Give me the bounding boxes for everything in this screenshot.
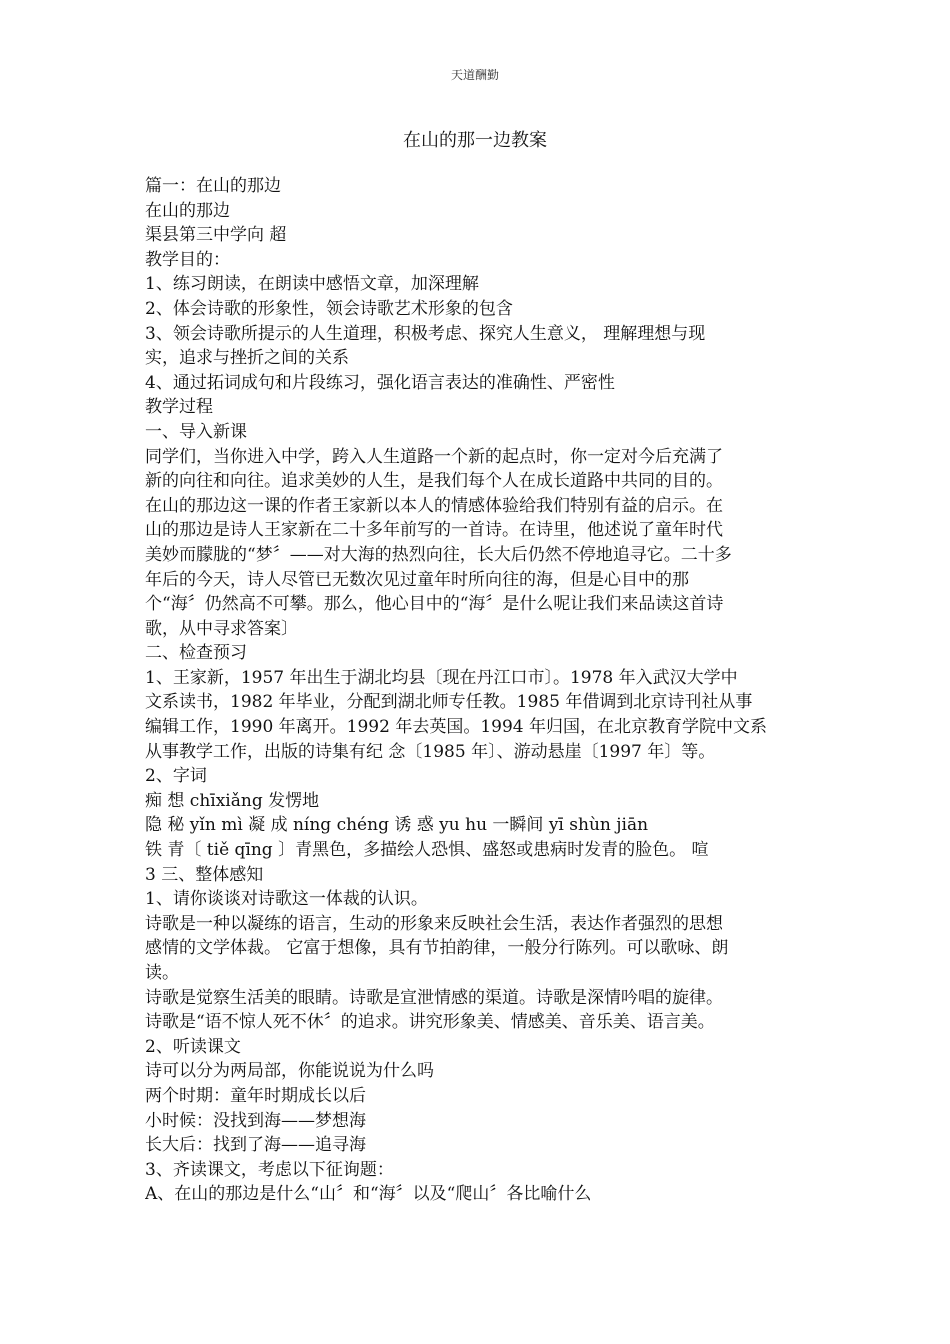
text-line: 同学们，当你进入中学，跨入人生道路一个新的起点时，你一定对今后充满了 [145,446,723,467]
text-line: 铁 青〔 tiě qīng 〕青黑色，多描绘人恐惧、盛怒或患病时发青的脸色。 喧 [145,840,709,861]
text-line: 诗歌是觉察生活美的眼睛。诗歌是宣泄情感的渠道。诗歌是深情吟唱的旋律。 [145,987,723,1008]
text-line: 读。 [145,963,179,983]
text-line: 实，追求与挫折之间的关系 [145,348,349,369]
text-line: 两个时期：童年时期成长以后 [145,1085,366,1106]
text-line: 2、听读课文 [145,1036,241,1057]
text-line: 长大后：找到了海——追寻海 [145,1135,366,1156]
text-line: 诗歌是一种以凝练的语言，生动的形象来反映社会生活，表达作者强烈的思想 [145,913,723,934]
text-line: 个“海〞仍然高不可攀。那么，他心目中的“海〞是什么呢让我们来品读这首诗 [145,594,724,615]
text-line: 文系读书，1982 年毕业，分配到湖北师专任教。1985 年借调到北京诗刊社从事 [145,692,753,713]
text-line: 教学目的： [145,249,230,270]
text-line: 编辑工作，1990 年离开。1992 年去英国。1994 年归国，在北京教育学院中文系 [145,717,768,738]
text-line: 一、导入新课 [145,421,247,442]
text-line: 年后的今天，诗人尽管已无数次见过童年时所向往的海，但是心目中的那 [145,569,689,590]
text-line: A、在山的那边是什么“山〞和“海〞以及“爬山〞各比喻什么 [145,1184,592,1205]
text-line: 歌，从中寻求答案〕 [145,618,298,639]
text-line: 小时候：没找到海——梦想海 [145,1110,366,1131]
text-line: 3、领会诗歌所提示的人生道理，积极考虑、探究人生意义， 理解理想与现 [145,323,706,344]
page-header: 天道酬勤 [450,68,499,82]
text-line: 痴 想 chīxiǎng 发愣地 [145,790,320,811]
text-line: 诗歌是“语不惊人死不休〞的追求。讲究形象美、情感美、音乐美、语言美。 [145,1012,715,1033]
text-line: 2、字词 [145,766,207,787]
text-line: 1、练习朗读，在朗读中感悟文章，加深理解 [145,274,479,295]
document-body [145,174,815,1207]
text-line: 感情的文学体裁。 它富于想像，具有节拍韵律，一般分行陈列。可以歌咏、朗 [145,938,729,959]
text-line: 4、通过拓词成句和片段练习，强化语言表达的准确性、严密性 [145,372,615,393]
text-line: 新的向往和向往。追求美妙的人生，是我们每个人在成长道路中共同的目的。 [145,471,723,492]
text-line: 山的那边是诗人王家新在二十多年前写的一首诗。在诗里，他述说了童年时代 [145,520,723,541]
text-line: 在山的那边 [145,200,230,221]
text-line: 从事教学工作，出版的诗集有纪 念〔1985 年〕、游动悬崖〔1997 年〕等。 [145,741,716,762]
document-title: 在山的那一边教案 [403,130,547,151]
text-line: 隐 秘 yǐn mì 凝 成 níng chéng 诱 惑 yu hu 一瞬间 yī shùn jiān [145,815,649,836]
text-line: 渠县第三中学向 超 [145,225,287,246]
text-line: 1、请你谈谈对诗歌这一体裁的认识。 [145,889,428,910]
text-line: 在山的那边这一课的作者王家新以本人的情感体验给我们特别有益的启示。在 [145,495,723,516]
text-line: 教学过程 [145,397,213,418]
text-line: 诗可以分为两局部，你能说说为什么吗 [145,1061,434,1082]
text-line: 二、检查预习 [145,643,247,664]
text-line: 美妙而朦胧的“梦〞——对大海的热烈向往，长大后仍然不停地追寻它。二十多 [145,544,732,565]
text-line: 3 三、整体感知 [145,864,264,885]
text-line: 篇一：在山的那边 [145,176,281,196]
text-line: 1、王家新，1957 年出生于湖北均县〔现在丹江口市〕。1978 年入武汉大学中 [145,667,738,688]
text-line: 2、体会诗歌的形象性，领会诗歌艺术形象的包含 [145,298,513,319]
text-line: 3、齐读课文，考虑以下征询题： [145,1159,394,1180]
